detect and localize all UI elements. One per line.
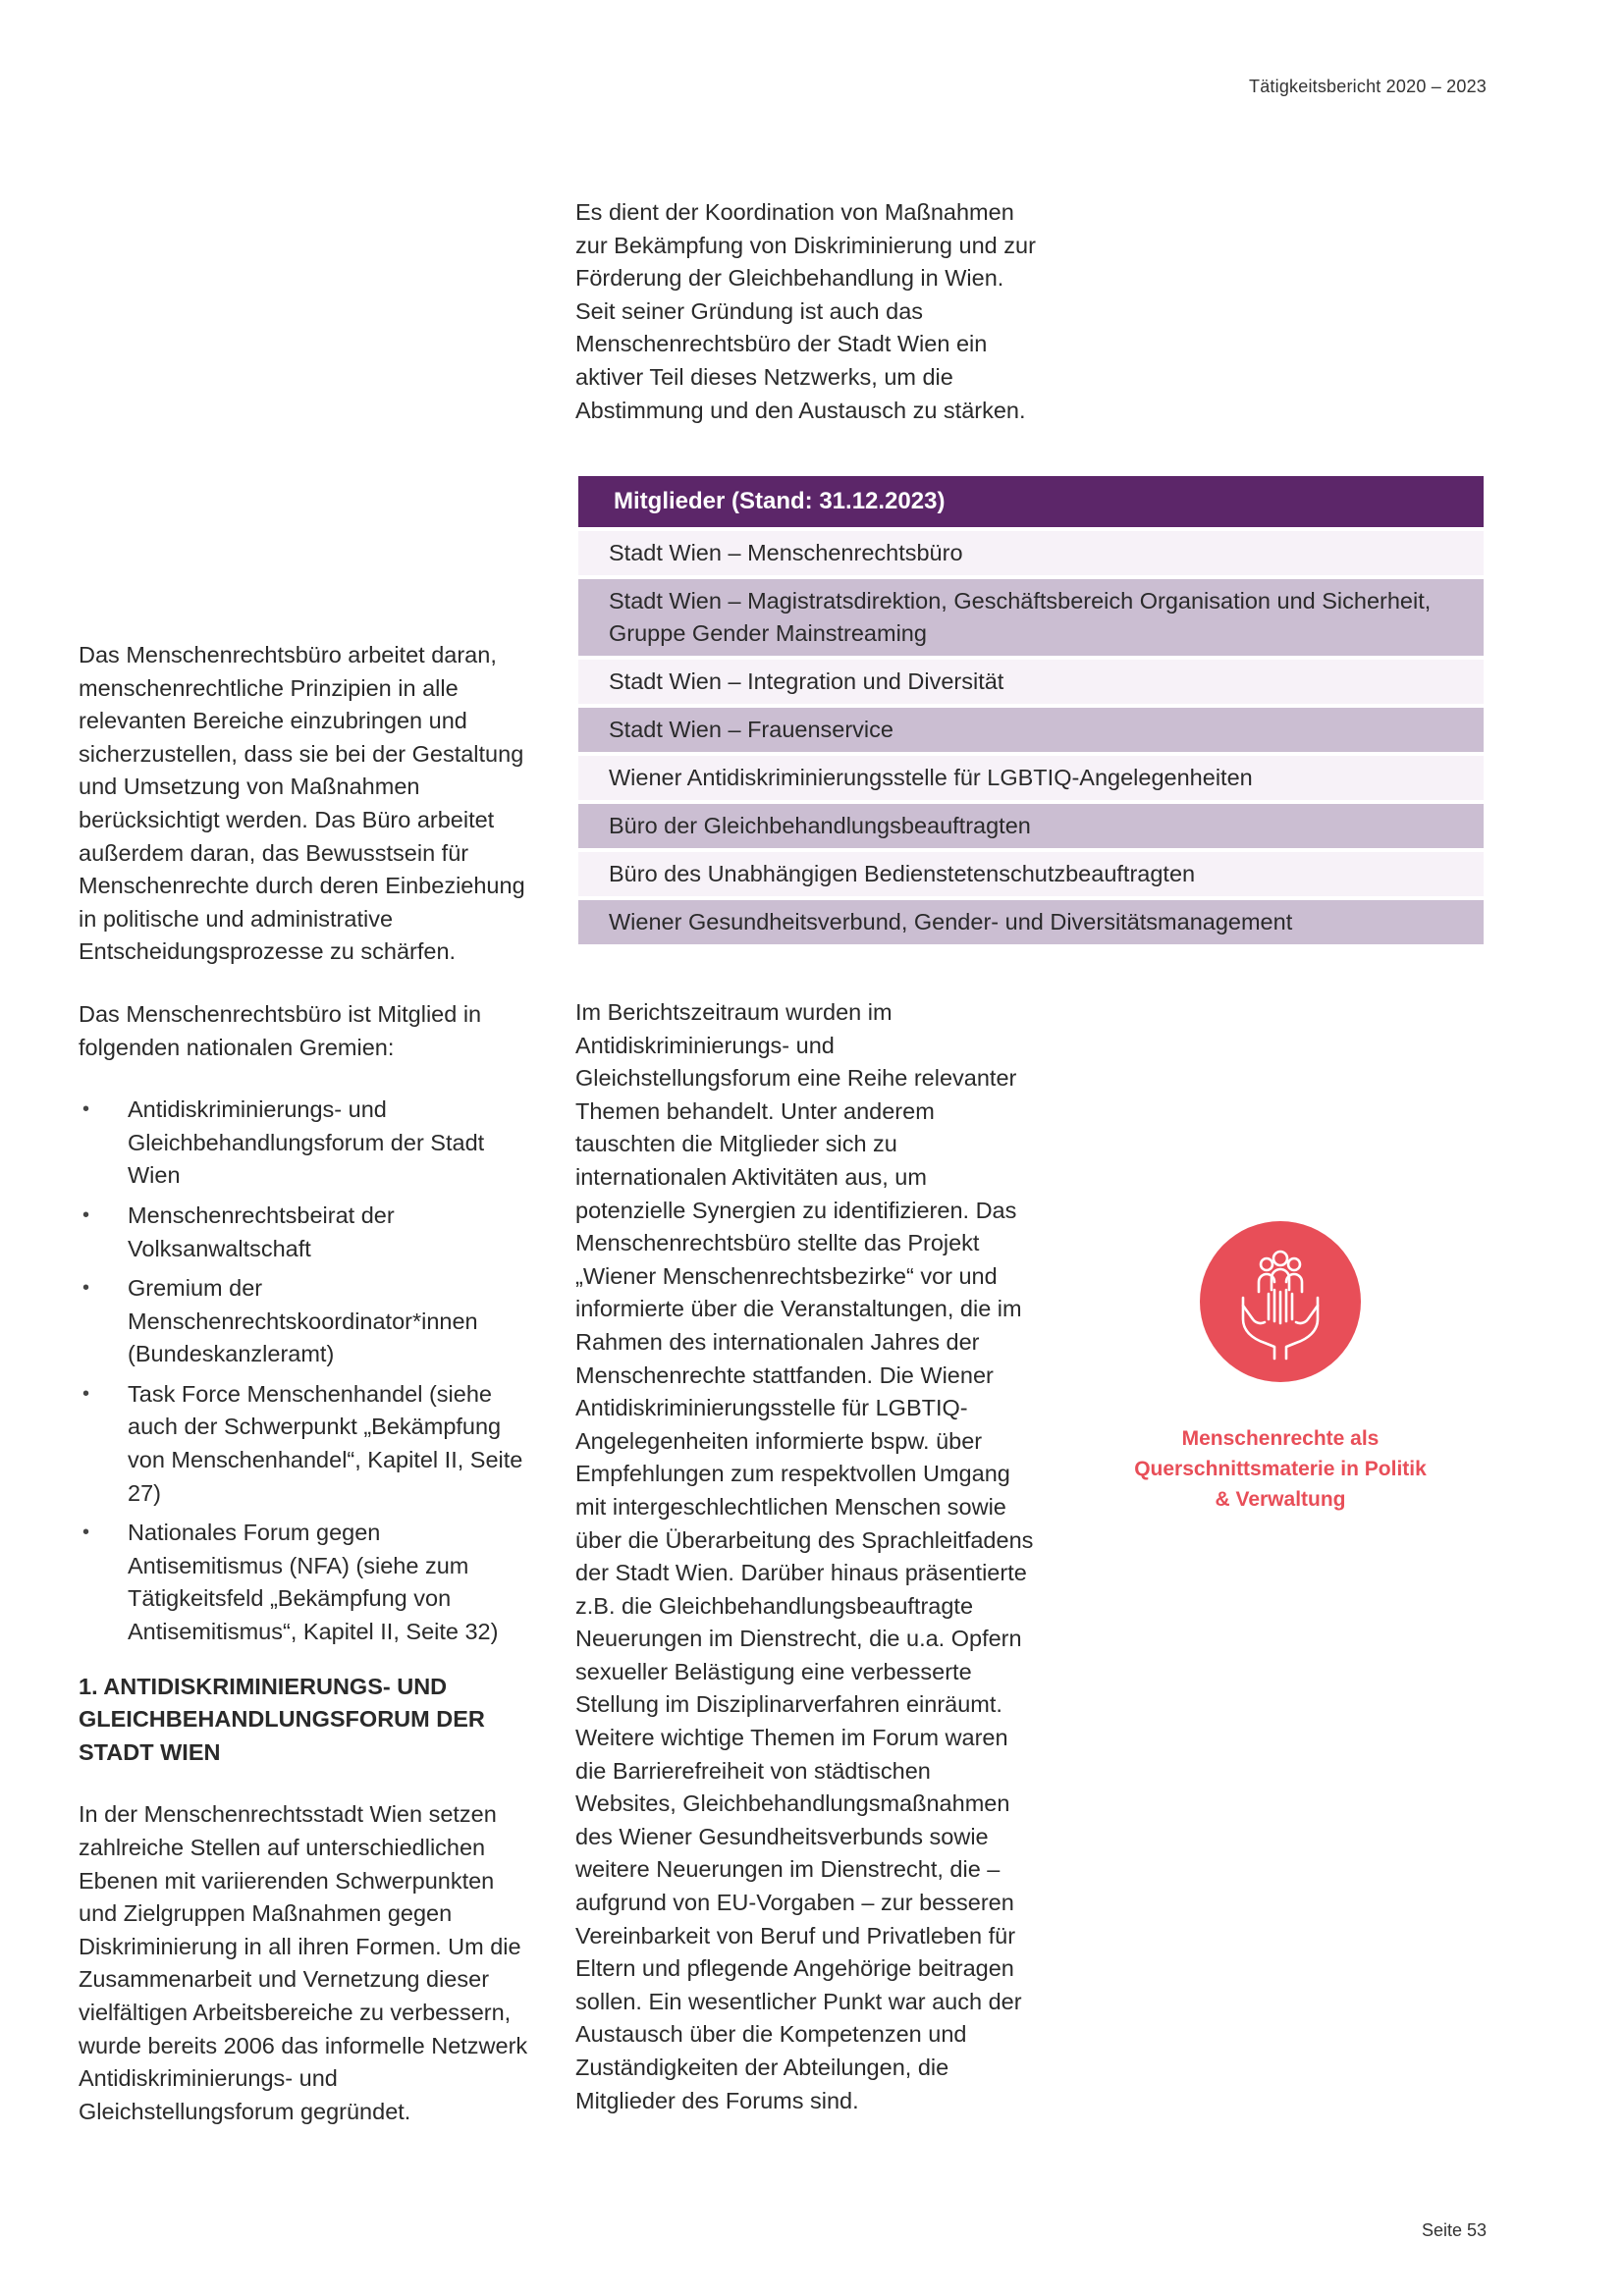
bullet-icon: • [82,1382,90,1405]
list-item [79,1200,535,1265]
hands-holding-people-icon [1200,1221,1361,1382]
bullet-icon: • [82,1522,90,1544]
table-row [578,708,1484,752]
list-item-text: Nationales Forum gegen Antisemitismus (NFA) (siehe zum Tätigkeitsfeld „Bekämpfung von Antisemitismus“, Kapitel II, Seite 32) [128,1520,499,1645]
table-cell: Stadt Wien – Frauenservice [578,708,1484,752]
bullet-icon: • [82,1277,90,1300]
left-paragraph-membership: Das Menschenrechtsbüro ist Mitglied in folgenden nationalen Gremien: [79,1000,482,1060]
members-table [578,472,1484,948]
table-row [578,852,1484,896]
list-item-text: Antidiskriminierungs- und Gleichbehandlungsforum der Stadt Wien [128,1096,485,1189]
members-table-header: Mitglieder (Stand: 31.12.2023) [578,476,1484,527]
list-item-text: Gremium der Menschenrechtskoordinator*innen (Bundeskanzleramt) [128,1275,478,1367]
table-cell: Büro des Unabhängigen Bedienstetenschutzbeauftragten [578,852,1484,896]
table-row [578,900,1484,944]
icon-caption: Menschenrechte als Querschnittsmaterie in Politik & Verwaltung [1134,1427,1427,1511]
members-table-header-row [578,476,1484,527]
table-cell: Büro der Gleichbehandlungsbeauftragten [578,804,1484,848]
list-item [79,1272,535,1371]
table-cell: Wiener Gesundheitsverbund, Gender- und Diversitätsmanagement [578,900,1484,944]
list-item [79,1378,535,1510]
table-row [578,804,1484,848]
table-cell: Stadt Wien – Integration und Diversität [578,660,1484,704]
list-item [79,1517,535,1648]
page-number: Seite 53 [1421,2220,1487,2240]
section-heading: 1. ANTIDISKRIMINIERUNGS- UND GLEICHBEHANDLUNGSFORUM DER STADT WIEN [79,1673,485,1765]
mid-body-paragraph: Im Berichtszeitraum wurden im Antidiskriminierungs- und Gleichstellungsforum eine Reihe relevanter Themen behandelt. Unter anderem tauschten die Mitglieder sich zu internationalen Aktivitäten aus, um potenzielle Synergien zu identifizieren. Das Menschenrechtsbüro stellte das Projekt „Wiener Menschenrechtsbezirke“ vor und informierte über die Veranstaltungen, die im Rahmen des internationalen Jahres der Menschenrechte stattfanden. Die Wiener Antidiskriminierungsstelle für LGBTIQ-Angelegenheiten informierte bspw. über Empfehlungen zum respektvollen Umgang mit intergeschlechtlichen Menschen sowie über die Überarbeitung des Sprachleitfadens der Stadt Wien. Darüber hinaus präsentierte z.B. die Gleichbehandlungsbeauftragte Neuerungen im Dienstrecht, die u.a. Opfern sexueller Belästigung eine verbesserte Stellung im Disziplinarverfahren einräumt. Weitere wichtige Themen im Forum waren die Barrierefreiheit von städtischen Websites, Gleichbehandlungsmaßnahmen des Wiener Gesundheitsverbunds sowie weitere Neuerungen im Dienstrecht, die – aufgrund von EU-Vorgaben – zur besseren Vereinbarkeit von Beruf und Privatleben für Eltern und pflegende Angehörige beitragen sollen. Ein wesentlicher Punkt war auch der Austausch über die Kompetenzen und Zuständigkeiten der Abteilungen, die Mitglieder des Forums sind. [575,999,1034,2113]
running-header: Tätigkeitsbericht 2020 – 2023 [1249,77,1487,96]
list-item [79,1094,535,1193]
mid-intro-paragraph: Es dient der Koordination von Maßnahmen zur Bekämpfung von Diskriminierung und zur Förderung der Gleichbehandlung in Wien. Seit seiner Gründung ist auch das Menschenrechtsbüro der Stadt Wien ein aktiver Teil dieses Netzwerks, um die Abstimmung und den Austausch zu stärken. [575,199,1036,423]
section-paragraph: In der Menschenrechtsstadt Wien setzen zahlreiche Stellen auf unterschiedlichen Ebenen mit variierenden Schwerpunkten und Zielgruppen Maßnahmen gegen Diskriminierung in all ihren Formen. Um die Zusammenarbeit und Vernetzung dieser vielfältigen Arbeitsbereiche zu verbessern, wurde bereits 2006 das informelle Netzwerk Antidiskriminierungs- und Gleichstellungsforum gegründet. [79,1801,528,2124]
table-cell: Stadt Wien – Magistratsdirektion, Geschäftsbereich Organisation und Sicherheit, Gruppe Gender Mainstreaming [578,579,1484,656]
table-cell: Stadt Wien – Menschenrechtsbüro [578,531,1484,575]
list-item-text: Menschenrechtsbeirat der Volksanwaltschaft [128,1201,395,1261]
table-row [578,660,1484,704]
table-row [578,756,1484,800]
left-column [79,639,535,2128]
list-item-text: Task Force Menschenhandel (siehe auch der Schwerpunkt „Bekämpfung von Menschenhandel“, Kapitel II, Seite 27) [128,1380,523,1506]
table-cell: Wiener Antidiskriminierungsstelle für LGBTIQ-Angelegenheiten [578,756,1484,800]
committee-list [79,1094,535,1649]
bullet-icon: • [82,1203,90,1226]
left-paragraph-mission: Das Menschenrechtsbüro arbeitet daran, menschenrechtliche Prinzipien in alle relevanten Bereiche einzubringen und sicherzustellen, dass sie bei der Gestaltung und Umsetzung von Maßnahmen berücksichtigt werden. Das Büro arbeitet außerdem daran, das Bewusstsein für Menschenrechte durch deren Einbeziehung in politische und administrative Entscheidungsprozesse zu schärfen. [79,642,525,965]
table-row [578,579,1484,656]
table-row [578,531,1484,575]
bullet-icon: • [82,1098,90,1121]
